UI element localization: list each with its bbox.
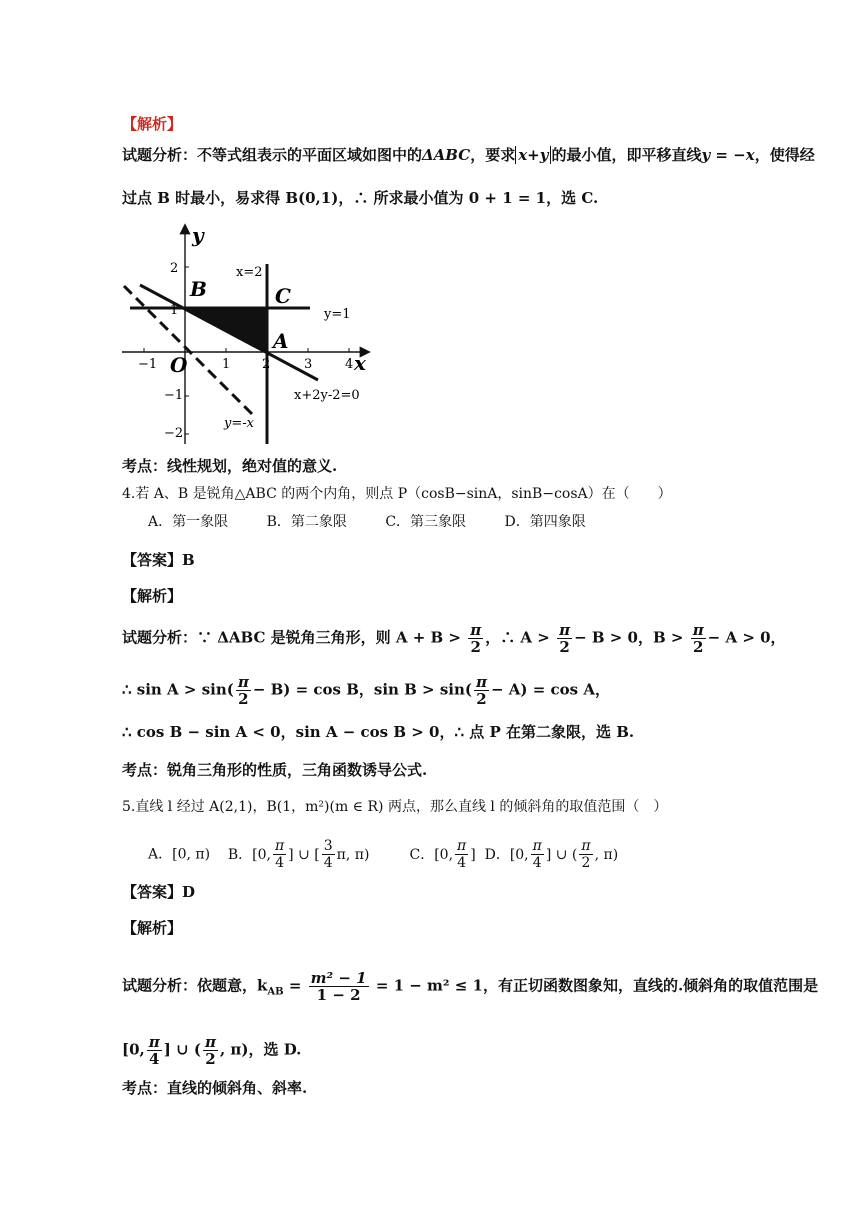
point-a-label: A bbox=[273, 329, 289, 353]
analysis-line-1: 试题分析：不等式组表示的平面区域如图中的ΔABC，要求 x+y 的最小值，即平移直线y = −x，使得经 bbox=[122, 146, 815, 164]
point-b-label: B bbox=[190, 277, 207, 301]
q4-analysis-line-3: ∴ cos B − sin A < 0，sin A − cos B > 0，∴ 点 P 在第二象限，选 B. bbox=[122, 723, 635, 741]
q4-jiexi-heading: 【解析】 bbox=[122, 587, 183, 605]
fraction-pi-over-2: $\frac{\pi}{2}$ bbox=[237, 673, 249, 708]
fraction-pi-over-2: $\frac{\pi}{2}$ bbox=[559, 621, 571, 656]
y-tick-label: 2 bbox=[170, 261, 179, 276]
q4-answer: 【答案】B bbox=[122, 551, 195, 569]
q5-kaodian: 考点：直线的倾斜角、斜率. bbox=[122, 1079, 308, 1097]
q5-options bbox=[148, 838, 618, 871]
fraction-pi-over-2: $\frac{\pi}{2}$ bbox=[204, 1033, 216, 1068]
label-x2: x=2 bbox=[236, 265, 263, 280]
x-tick-label: 2 bbox=[262, 357, 271, 372]
q4-question: 4.若 A、B 是锐角△ABC 的两个内角，则点 P（cosB−sinA，sinB−cosA）在（ ） bbox=[122, 486, 672, 502]
y-axis-label: y bbox=[192, 223, 204, 247]
x-tick-label: 3 bbox=[304, 357, 313, 372]
y-tick-label: 1 bbox=[170, 303, 179, 318]
q4-option-a: A．第一象限 bbox=[148, 514, 229, 530]
kaodian-3: 考点：线性规划，绝对值的意义. bbox=[122, 457, 338, 475]
fraction-pi-over-2: $\frac{\pi}{2}$ bbox=[692, 621, 704, 656]
y-tick-label: −2 bbox=[164, 426, 184, 441]
q4-options bbox=[148, 512, 620, 532]
q5-jiexi-heading: 【解析】 bbox=[122, 919, 183, 937]
x-tick-label: −1 bbox=[138, 357, 158, 372]
fraction-pi-over-2: $\frac{\pi}{2}$ bbox=[470, 621, 482, 656]
q4-option-b: B．第二象限 bbox=[266, 514, 347, 530]
x-tick-label: 4 bbox=[345, 357, 354, 372]
label-dashed: y=-x bbox=[224, 416, 254, 431]
label-y1: y=1 bbox=[324, 307, 351, 322]
q5-answer: 【答案】D bbox=[122, 883, 196, 901]
analysis-line-2: 过点 B 时最小，易求得 B(0,1)，∴ 所求最小值为 0 + 1 = 1，选 C. bbox=[122, 189, 599, 207]
q4-option-d: D．第四象限 bbox=[504, 514, 586, 530]
region-figure bbox=[118, 222, 376, 450]
q5-option-a: A．[0, π) bbox=[148, 846, 211, 863]
origin-label: O bbox=[170, 353, 188, 377]
q5-option-c: C．[0, $\frac{\pi}{4}$ ] bbox=[409, 838, 476, 871]
fraction-pi-over-2: $\frac{\pi}{2}$ bbox=[476, 673, 487, 708]
jiexi-heading: 【解析】 bbox=[122, 115, 183, 133]
q5-analysis-line-1: 试题分析：依题意，$k_{AB}$ = $\frac{\text{m² − 1}}{1 - 2}$ = 1 − m² ≤ 1，有正切函数图象知，直线的.倾斜角的取值范围是 bbox=[122, 969, 819, 1004]
q5-analysis-line-2: [0, $\frac{\pi}{4}$ ] ∪ ( $\frac{\pi}{2}$ , π)，选 D. bbox=[122, 1033, 302, 1068]
q5-option-d: D．[0, $\frac{\pi}{4}$ ] ∪ ( $\frac{\pi}{2}$ , π) bbox=[484, 838, 619, 871]
y-tick-label: −1 bbox=[164, 388, 184, 403]
q5-question: 5.直线 l 经过 A(2,1)，B(1，m²)(m ∈ R) 两点，那么直线 l 的倾斜角的取值范围（ ） bbox=[122, 799, 668, 815]
q4-kaodian: 考点：锐角三角形的性质，三角函数诱导公式. bbox=[122, 761, 428, 779]
x-axis-label: x bbox=[354, 351, 366, 375]
q5-option-b: B．[0, $\frac{\pi}{4}$ ] ∪ [ $\frac{3}{4}$ π, π) bbox=[227, 838, 370, 871]
x-tick-label: 1 bbox=[222, 357, 231, 372]
q4-analysis-line-2: ∴ sin A > sin( $\frac{\pi}{2}$ − B) = cos B，sin B > sin( $\frac{\pi}{2}$ − A) = cos A， bbox=[122, 673, 610, 708]
q4-analysis-line-1: 试题分析：∵ ΔABC 是锐角三角形，则 A + B > $\frac{\pi}{2}$ ，∴ A > $\frac{\pi}{2}$ − B > 0，B > $\frac{\pi}{2}$ − A > 0， bbox=[122, 621, 786, 656]
fraction-pi-over-4: $\frac{\pi}{4}$ bbox=[148, 1033, 160, 1068]
point-c-label: C bbox=[275, 284, 291, 308]
label-line: x+2y-2=0 bbox=[294, 388, 360, 403]
q4-option-c: C．第三象限 bbox=[385, 514, 467, 530]
fraction-slope: $\frac{\text{m² − 1}}{1 - 2}$ bbox=[310, 969, 367, 1004]
